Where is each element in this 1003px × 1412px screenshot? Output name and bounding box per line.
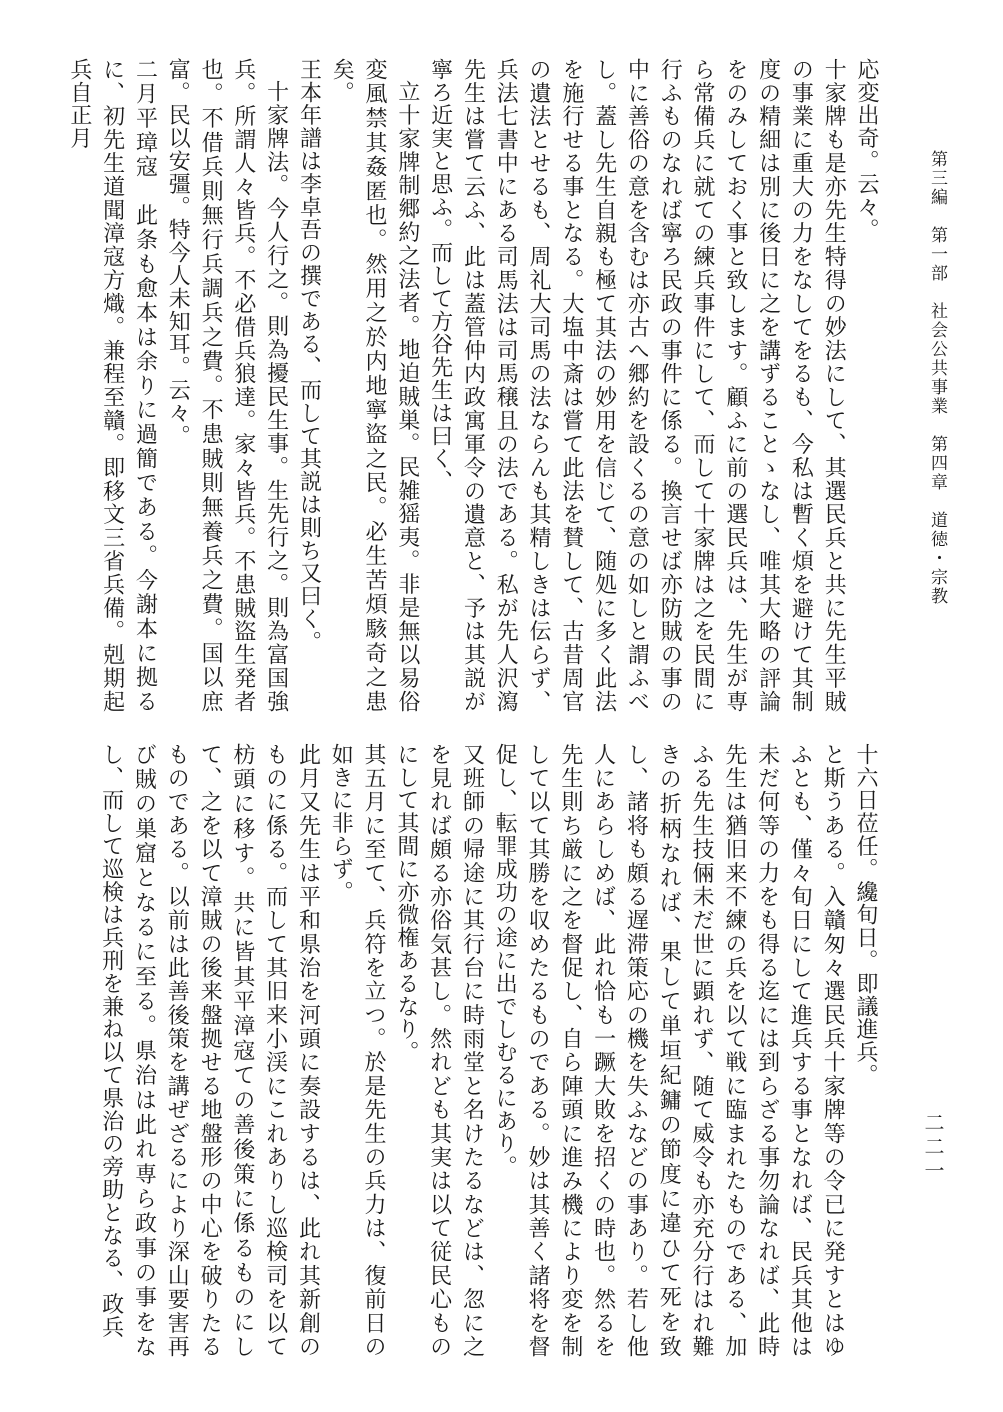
quoted-kanbun: 十家牌法。今人行之。則為擾民生事。生先行之。則為富国強兵。所謂人々皆兵。不必借兵狼達。家々皆兵。不患賊盜生発者也。不借兵則無行兵調兵之費。不患賊則無養兵之費。国以庶富。民以安彊。特今人未知耳。云々。 (165, 58, 289, 713)
paragraph: 二月平璋寇 此条も愈本は余りに過簡である。今謝本に拠るに、初先生道聞漳寇方熾。兼程至贛。即移文三省兵備。剋期起兵自正月 (66, 58, 158, 713)
paragraph: 此月又先生は平和県治を河頭に奏設するは、此れ其新創のものに係る。而して其旧来小渓にこれありし巡検司を以て枋頭に移す。共に皆其平漳寇ての善後策に係るものにして、之を以て漳賊の後来盤拠せる地盤形の中心を破りたるものである。以前は此善後策を講ぜざるにより深山要害再び賊の巣窟となるに至る。県治は此れ専ら政事の事をなし、而して巡検は兵刑を兼ね以て県治の旁助となる、政兵 (98, 743, 321, 1358)
lower-text-block (85, 743, 881, 1358)
paragraph: 十六日莅任。纔旬日。即議進兵。 (853, 743, 878, 1087)
paragraph: 王本年譜は李卓吾の撰である、而して其説は則ち又曰く。 (296, 58, 322, 654)
upper-text-block (66, 58, 882, 713)
paragraph: 十家牌も是亦先生特得の妙法にして、其選民兵と共に先生平賊の事業に重大の力をなしてをるも、今私は暫く煩を避けて其制度の精細は別に後日に之を講ずることゝなし、唯其大略の評論をのみしておく事と致します。顧ふに前の選民兵は、先生が専ら常備兵に就ての練兵事件にして、而して十家牌は之を民間に行ふものなれば寧ろ民政の事件に係る。換言せば亦防賊の事の中に善俗の意を含むは亦古へ郷約を設くるの意の如しと謂ふべし。蓋し先生自親も極て其法の妙用を信じて、随処に多く此法を施行せる事となる。大塩中斎は嘗て此法を賛して、古昔周官の遺法とせるも、周礼大司馬の法ならんも其精しきは伝らず、兵法七書中にある司馬法は司馬穣且の法である。私が先人沢瀉先生は嘗て云ふ、此は蓋管仲内政寓軍令の遺意と、予は其説が寧ろ近実と思ふ。而して方谷先生は曰く、 (427, 58, 847, 713)
quoted-kanbun: 立十家牌制郷約之法者。地迫賊巣。民雑猺夷。非是無以易俗変風禁其姦匿也。然用之於内地寧盜之民。必生苦煩駭奇之患矣。 (329, 58, 420, 713)
paragraph: 其五月に至て、兵符を立つ。於是先生の兵力は、復前日の如きに非らず。 (328, 743, 387, 1358)
page-number: 二二一 (921, 1112, 945, 1184)
paragraph: と斯うある。入贛匆々選民兵十家牌等の令已に発すとはゆふとも、僅々旬日にして進兵する事となれば、民兵其他は未だ何等の力をも得る迄には到らざる事勿論なれば、此時先生は猶旧来不練の兵を以て戦に臨まれたものである、加ふる先生技倆未だ世に顕れず、随て威令も亦充分行はれ難きの折柄なれば、果して単垣紀鏞の節度に違ひて死を致し、諸将も頗る遅滞策応の機を失ふなどの事あり。若し他人にあらしめば、此れ恰も一蹶大敗を招くの時也。然るを先生則ち厳に之を督促し、自ら陣頭に進み機により変を制して以て其勝を収めたるものである。妙は其善く諸将を督促し、転罪成功の途に出でしむるにあり。 (492, 743, 846, 1358)
running-header: 第三編 第一部 社会公共事業 第四章 道徳・宗教 (927, 150, 947, 606)
paragraph: 応変出奇。云々。 (854, 58, 879, 242)
paragraph: 又班師の帰途に其行台に時雨堂と名けたるなどは、忽に之を見れば頗る亦俗気甚し。然れども其実は以て従民心ものにして其間に亦微権あるなり。 (393, 743, 485, 1358)
